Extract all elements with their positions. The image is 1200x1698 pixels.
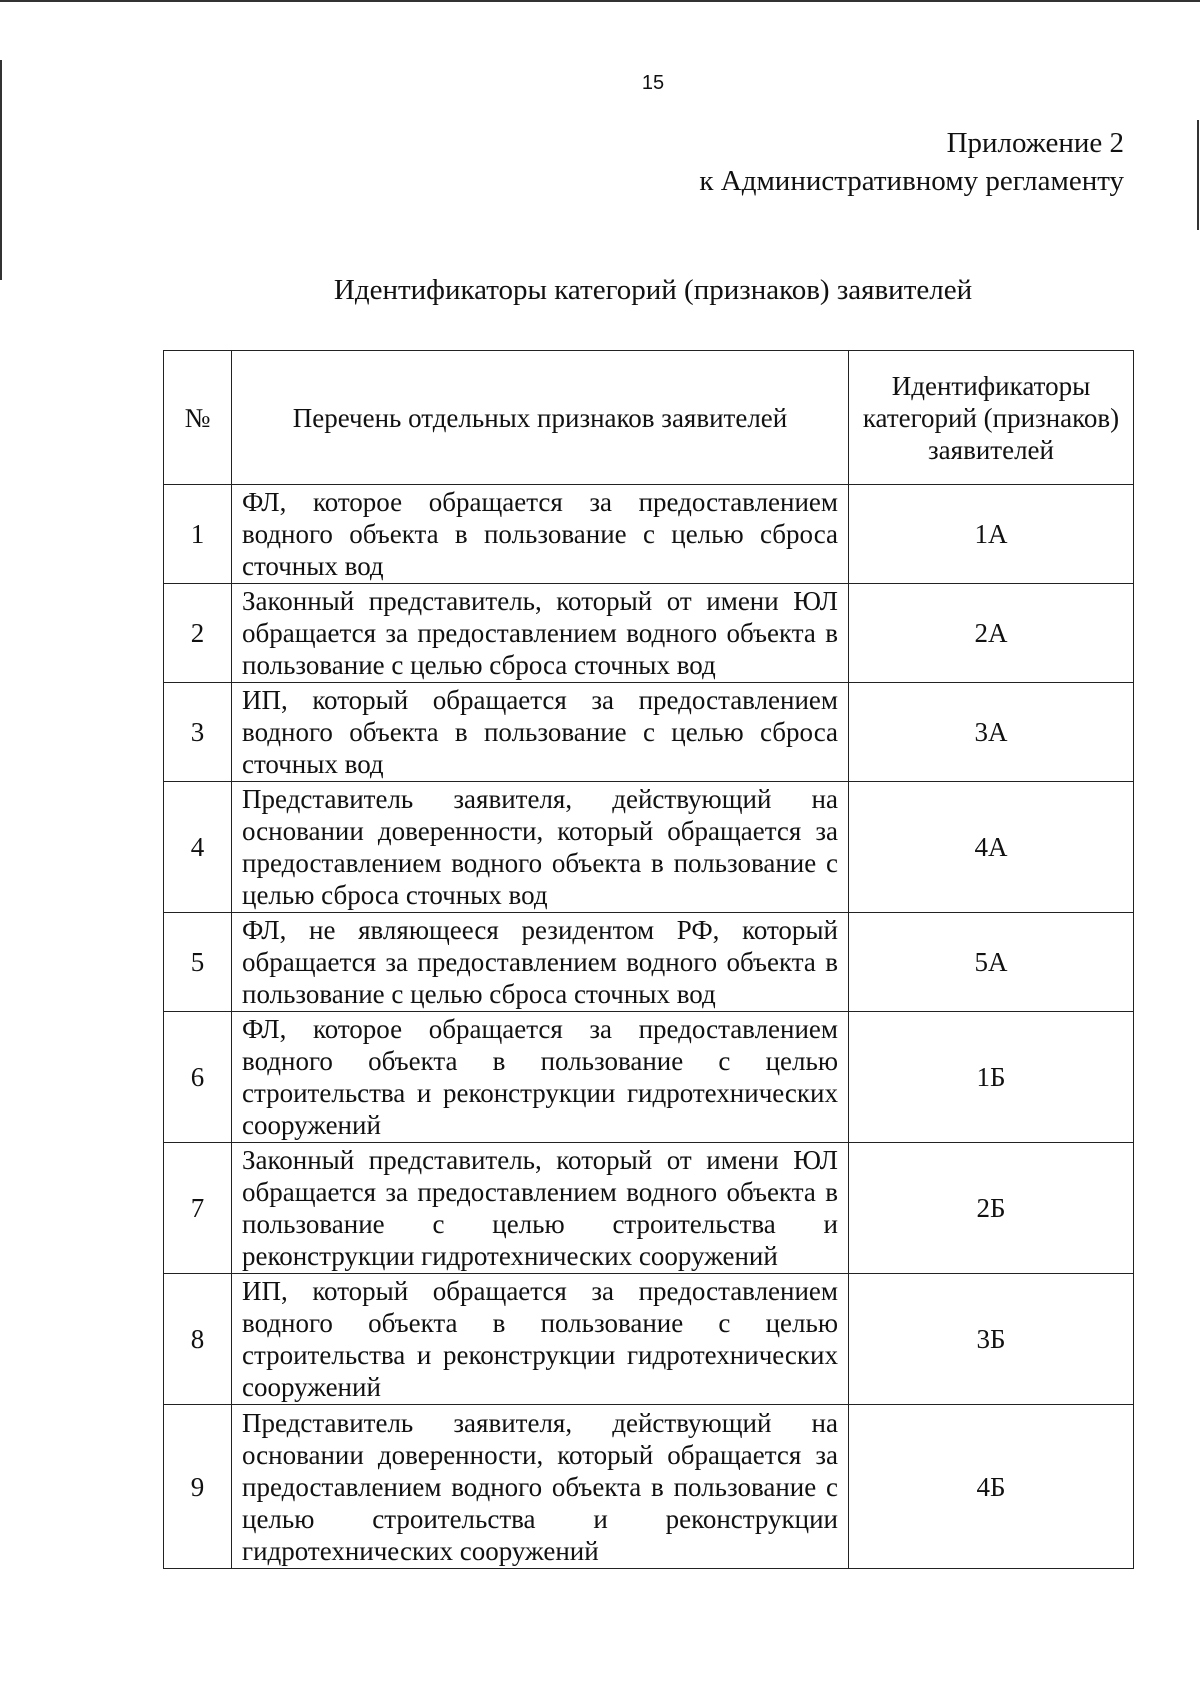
row-description: ИП, который обращается за предоставлением водного объекта в пользование с целью строительства и реконструкции гидротехнических сооружений: [232, 1274, 849, 1405]
row-num: 1: [164, 485, 232, 584]
appendix-header: [699, 124, 1124, 200]
row-identifier: 1А: [849, 485, 1134, 584]
page-number: 15: [641, 72, 665, 94]
row-description: Законный представитель, который от имени ЮЛ обращается за предоставлением водного объекта в пользование с целью строительства и реконструкции гидротехнических сооружений: [232, 1143, 849, 1274]
row-identifier: 3А: [849, 683, 1134, 782]
table-row: [164, 485, 1134, 584]
row-description: Представитель заявителя, действующий на основании доверенности, который обращается за предоставлением водного объекта в пользование с целью сброса сточных вод: [232, 782, 849, 913]
table-row: [164, 683, 1134, 782]
appendix-line-1: Приложение 2: [946, 127, 1124, 159]
row-identifier: 4Б: [849, 1405, 1134, 1569]
row-identifier: 4А: [849, 782, 1134, 913]
row-num: 6: [164, 1012, 232, 1143]
applicant-categories-table: [163, 350, 1134, 1569]
row-identifier: 2А: [849, 584, 1134, 683]
table-row: [164, 913, 1134, 1012]
table-row: [164, 584, 1134, 683]
row-identifier: 2Б: [849, 1143, 1134, 1274]
row-identifier: 1Б: [849, 1012, 1134, 1143]
header-num: №: [164, 351, 232, 485]
row-description: ФЛ, не являющееся резидентом РФ, который обращается за предоставлением водного объекта в пользование с целью сброса сточных вод: [232, 913, 849, 1012]
row-description: Законный представитель, который от имени ЮЛ обращается за предоставлением водного объекта в пользование с целью сброса сточных вод: [232, 584, 849, 683]
row-description: Представитель заявителя, действующий на основании доверенности, который обращается за предоставлением водного объекта в пользование с целью строительства и реконструкции гидротехнических сооружений: [232, 1405, 849, 1569]
row-description: ФЛ, которое обращается за предоставлением водного объекта в пользование с целью строительства и реконструкции гидротехнических сооружений: [232, 1012, 849, 1143]
table-row: [164, 1143, 1134, 1274]
row-num: 3: [164, 683, 232, 782]
document-title: Идентификаторы категорий (признаков) заявителей: [333, 274, 973, 306]
table-header-row: [164, 351, 1134, 485]
table-body: [164, 485, 1134, 1569]
row-num: 4: [164, 782, 232, 913]
row-num: 8: [164, 1274, 232, 1405]
row-identifier: 3Б: [849, 1274, 1134, 1405]
header-identifier: Идентификаторы категорий (признаков) заявителей: [849, 351, 1134, 485]
row-description: ИП, который обращается за предоставлением водного объекта в пользование с целью сброса сточных вод: [232, 683, 849, 782]
table-row: [164, 1012, 1134, 1143]
scan-edge-right: [1197, 120, 1199, 230]
scan-edge-top: [0, 0, 1200, 2]
table-row: [164, 1274, 1134, 1405]
header-description: Перечень отдельных признаков заявителей: [232, 351, 849, 485]
row-description: ФЛ, которое обращается за предоставлением водного объекта в пользование с целью сброса сточных вод: [232, 485, 849, 584]
row-num: 9: [164, 1405, 232, 1569]
row-num: 7: [164, 1143, 232, 1274]
appendix-line-2: к Административному регламенту: [699, 165, 1124, 197]
row-num: 5: [164, 913, 232, 1012]
table-row: [164, 1405, 1134, 1569]
row-num: 2: [164, 584, 232, 683]
table-row: [164, 782, 1134, 913]
row-identifier: 5А: [849, 913, 1134, 1012]
